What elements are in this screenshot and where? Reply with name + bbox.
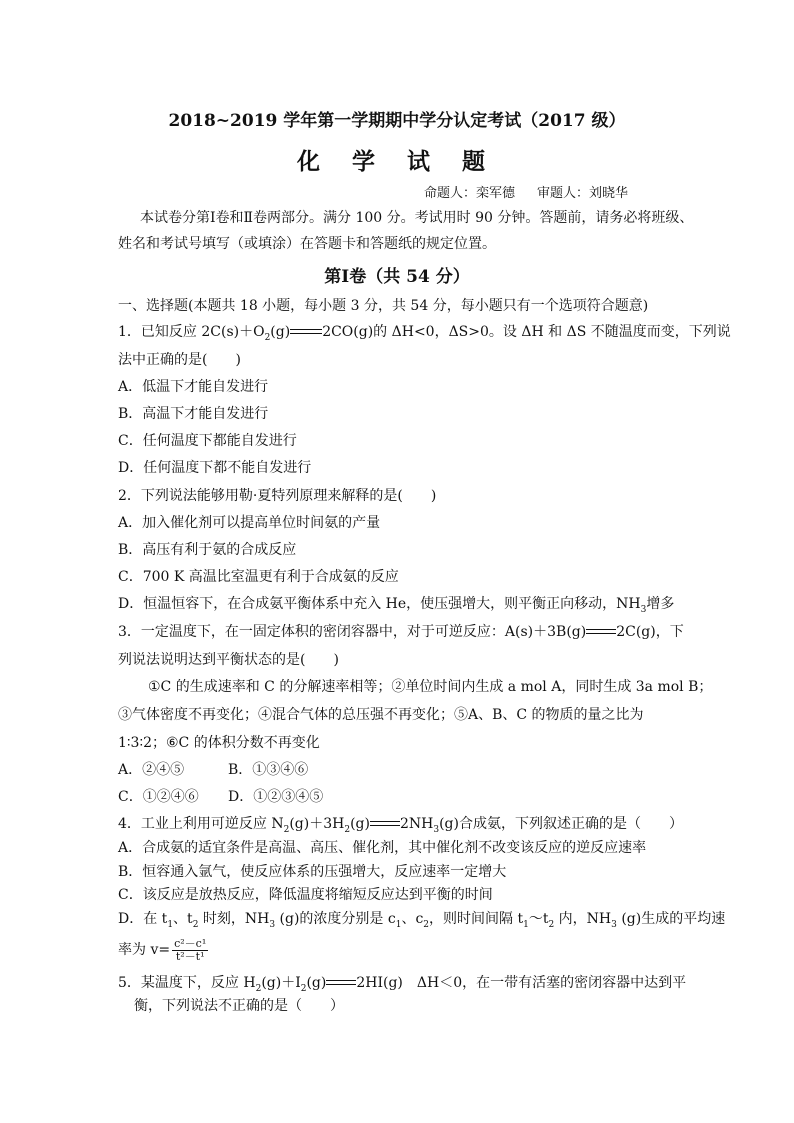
q3-condition-2: ③气体密度不再变化；④混合气体的总压强不再变化；⑤A、B、C 的物质的量之比为 <box>118 707 644 723</box>
q3-condition-3: 1∶3∶2；⑥C 的体积分数不再变化 <box>118 735 320 751</box>
q5-stem: 5．某温度下，反应 $H_2(g)+I_2(g)$ 2HI(g) ΔH＜0，在一带有活塞的密闭容器中达到平 <box>118 975 687 994</box>
q4-stem: 4．工业上利用可逆反应 $N_2(g)+3H_2(g)$ $2NH_3(g)$合成氨，下列叙述正确的是（ ） <box>118 816 683 835</box>
q3-option-a: A．②④⑤ <box>118 762 185 778</box>
q3-condition-1: ①C 的生成速率和 C 的分解速率相等；②单位时间内生成 a mol A，同时生成 3a mol B； <box>148 679 713 695</box>
q1-option-b: B．高温下才能自发进行 <box>118 406 269 422</box>
q4-option-a: A．合成氨的适宜条件是高温、高压、催化剂，其中催化剂不改变该反应的逆反应速率 <box>118 840 647 856</box>
q3-option-d: D．①②③④⑤ <box>228 789 324 805</box>
q3-stem-line2: 列说法说明达到平衡状态的是( ) <box>118 652 339 668</box>
q2-option-c: C．700 K 高温比室温更有利于合成氨的反应 <box>118 569 399 585</box>
q1-option-d: D．任何温度下都不能自发进行 <box>118 460 312 476</box>
q4-option-b: B．恒容通入氩气，使反应体系的压强增大，反应速率一定增大 <box>118 864 507 880</box>
q3-option-b: B．①③④⑥ <box>228 762 309 778</box>
equals-arrow-icon <box>290 327 322 337</box>
reversible-arrow-icon <box>326 978 356 988</box>
subject-title: 化 学 试 题 <box>296 148 498 175</box>
q3-option-c: C．①②④⑥ <box>118 789 199 805</box>
reversible-arrow-icon <box>586 627 616 637</box>
q5-stem-line2: 衡，下列说法不正确的是（ ） <box>134 998 344 1014</box>
rate-fraction: $\frac{\text{c²－c¹}}{\text{t²－t¹}}$ <box>174 936 207 963</box>
q1-option-c: C．任何温度下都能自发进行 <box>118 433 297 449</box>
section-instruction: 一、选择题(本题共 18 小题，每小题 3 分，共 54 分，每小题只有一个选项符合题意) <box>118 298 649 314</box>
q2-option-b: B．高压有利于氨的合成反应 <box>118 542 297 558</box>
q1-stem: 1．已知反应 $2C(s)+O_2(g)$ 2CO(g)的 ΔH<0，ΔS>0。设 ΔH 和 ΔS 不随温度而变，下列说 <box>118 324 731 343</box>
q2-stem: 2．下列说法能够用勒·夏特列原理来解释的是( ) <box>118 488 437 504</box>
q2-option-d: D．恒温恒容下，在合成氨平衡体系中充入 He，使压强增大，则平衡正向移动，$NH_3$增多 <box>118 596 675 615</box>
q4-option-d-line2: 率为 v= $\frac{\text{c²－c¹}}{\text{t²－t¹}}$ <box>118 936 207 963</box>
q3-stem: 3．一定温度下，在一固定体积的密闭容器中，对于可逆反应：A(s)＋3B(g) 2C(g)，下 <box>118 624 684 640</box>
author: 命题人：栾军德 <box>424 186 516 201</box>
reversible-arrow-icon <box>370 819 400 829</box>
intro-line-2: 姓名和考试号填写（或填涂）在答题卡和答题纸的规定位置。 <box>118 236 496 252</box>
section-title: 第Ⅰ卷（共 54 分） <box>324 267 470 287</box>
q4-option-c: C．该反应是放热反应，降低温度将缩短反应达到平衡的时间 <box>118 887 493 903</box>
q2-option-a: A．加入催化剂可以提高单位时间氨的产量 <box>118 515 381 531</box>
intro-line-1: 本试卷分第Ⅰ卷和Ⅱ卷两部分。满分 100 分。考试用时 90 分钟。答题前，请务必将班级、 <box>140 210 694 226</box>
author-line <box>424 182 650 201</box>
exam-title: 2018~2019 学年第一学期期中学分认定考试（2017 级） <box>168 111 626 131</box>
reviewer: 审题人：刘晓华 <box>537 186 629 201</box>
q4-option-d: D．在 $t_1$、$t_2$ 时刻，$NH_3$ (g)的浓度分别是 $c_1$、$c_2$，则时间间隔 $t_1\sim t_2$ 内，$NH_3$ (g)生成的平均速 <box>118 911 726 930</box>
q1-option-a: A．低温下才能自发进行 <box>118 379 269 395</box>
q1-stem-line2: 法中正确的是( ) <box>118 352 241 368</box>
